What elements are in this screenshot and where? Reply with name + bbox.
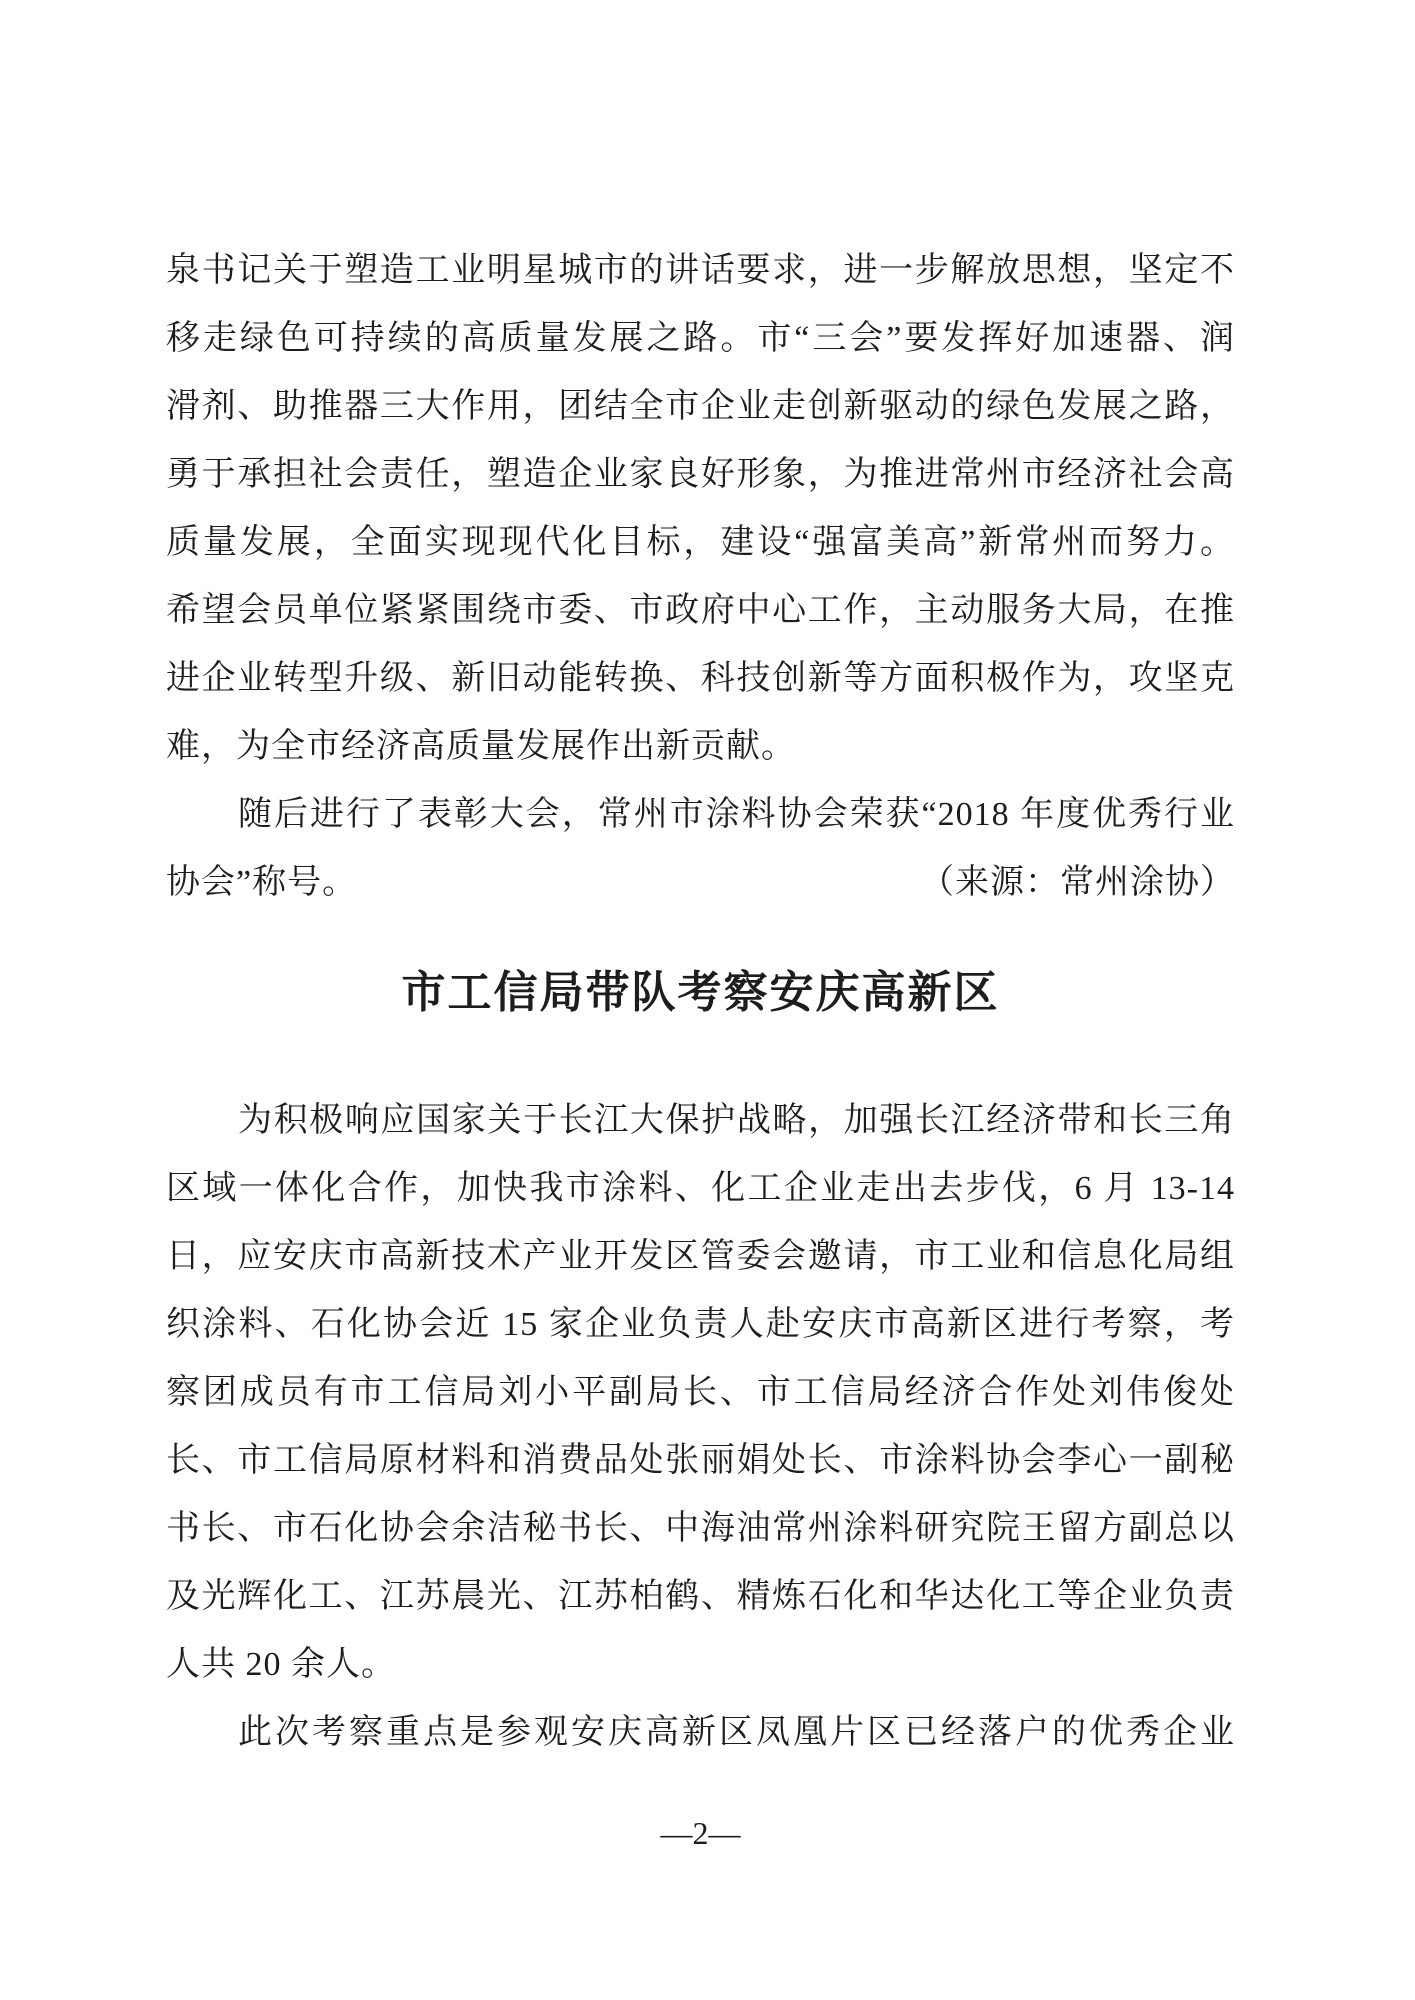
page-number: —2— xyxy=(660,1815,741,1851)
body-line: 质量发展，全面实现现代化目标，建设“强富美高”新常州而努力。 xyxy=(166,524,1235,561)
body-line: 难，为全市经济高质量发展作出新贡献。 xyxy=(166,728,796,765)
paragraph-highlight xyxy=(166,1699,1235,1767)
source-attribution: （来源：常州涂协） xyxy=(920,864,1235,901)
body-line: 长、市工信局原材料和消费品处张丽娟处长、市涂料协会李心一副秘 xyxy=(166,1442,1235,1479)
body-line: 区域一体化合作，加快我市涂料、化工企业走出去步伐，6 月 13-14 xyxy=(166,1170,1235,1207)
body-line: 书长、市石化协会余洁秘书长、中海油常州涂料研究院王留方副总以 xyxy=(166,1510,1235,1547)
award-title-tail: 协会”称号。 xyxy=(166,864,358,901)
body-line: 泉书记关于塑造工业明星城市的讲话要求，进一步解放思想，坚定不 xyxy=(166,252,1235,289)
article-heading: 市工信局带队考察安庆高新区 xyxy=(401,968,1000,1017)
paragraph-continuation xyxy=(166,237,1235,781)
body-line: 希望会员单位紧紧围绕市委、市政府中心工作，主动服务大局，在推 xyxy=(166,592,1235,629)
body-line: 人共 20 余人。 xyxy=(166,1646,396,1683)
body-line: 勇于承担社会责任，塑造企业家良好形象，为推进常州市经济社会高 xyxy=(166,456,1235,493)
body-line: 织涂料、石化协会近 15 家企业负责人赴安庆市高新区进行考察，考 xyxy=(166,1306,1235,1343)
paragraph-inspection xyxy=(166,1087,1235,1699)
body-line: 滑剂、助推器三大作用，团结全市企业走创新驱动的绿色发展之路， xyxy=(166,388,1235,425)
body-line: 进企业转型升级、新旧动能转换、科技创新等方面积极作为，攻坚克 xyxy=(166,660,1235,697)
body-line: 此次考察重点是参观安庆高新区凤凰片区已经落户的优秀企业 xyxy=(238,1714,1235,1751)
body-line: 察团成员有市工信局刘小平副局长、市工信局经济合作处刘伟俊处 xyxy=(166,1374,1235,1411)
body-line: 移走绿色可持续的高质量发展之路。市“三会”要发挥好加速器、润 xyxy=(166,320,1235,357)
body-line: 日，应安庆市高新技术产业开发区管委会邀请，市工业和信息化局组 xyxy=(166,1238,1235,1275)
body-line: 及光辉化工、江苏晨光、江苏柏鹤、精炼石化和华达化工等企业负责 xyxy=(166,1578,1235,1615)
body-line xyxy=(166,849,1235,917)
paragraph-award xyxy=(166,781,1235,917)
body-line: 为积极响应国家关于长江大保护战略，加强长江经济带和长三角 xyxy=(238,1102,1235,1139)
body-line: 随后进行了表彰大会，常州市涂料协会荣获“2018 年度优秀行业 xyxy=(238,796,1235,833)
